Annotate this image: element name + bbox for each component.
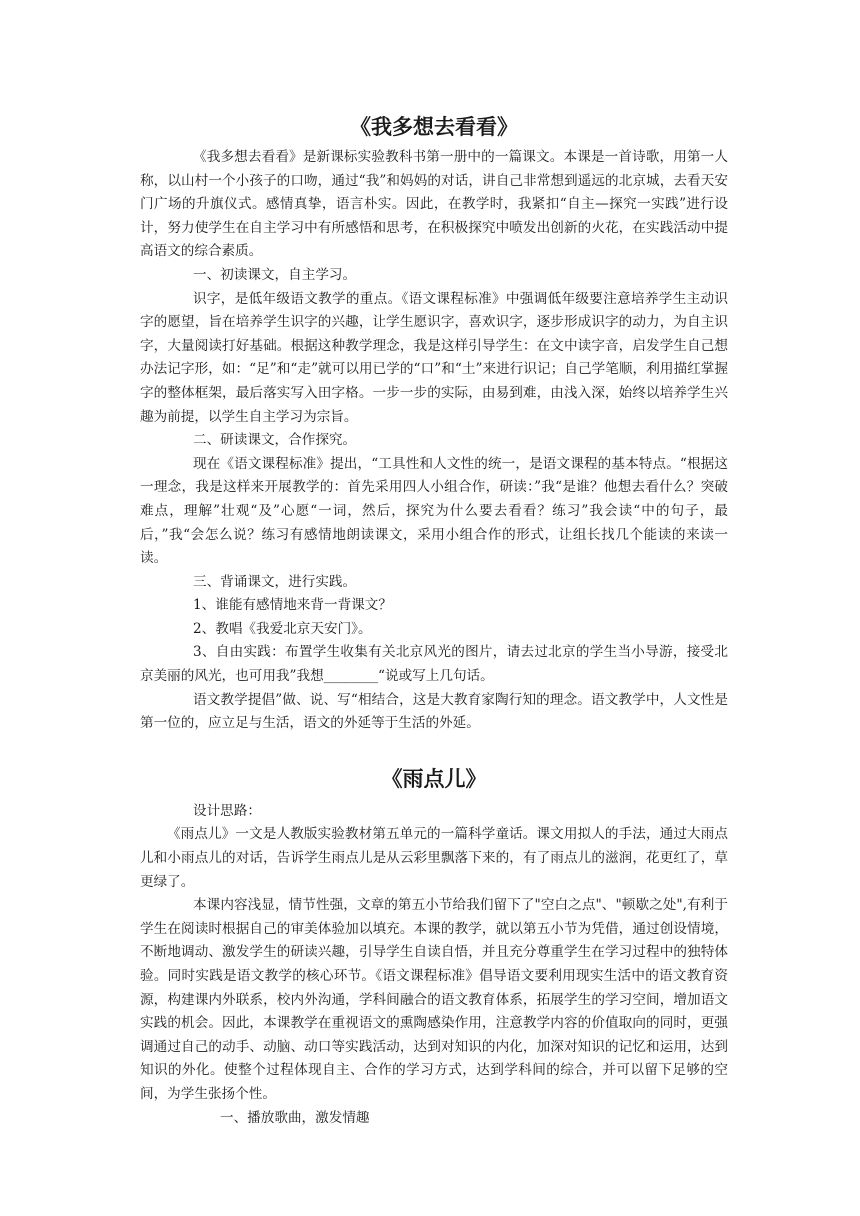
design-heading: 设计思路：: [193, 802, 261, 819]
section-title: 《我多想去看看》: [350, 114, 518, 139]
document-page: [140, 112, 728, 1130]
heading-step-1: 一、播放歌曲，激发情趣: [220, 1109, 370, 1126]
design-paragraph: 本课内容浅显，情节性强，文章的第五小节给我们留下了"空白之点"、"顿歇之处",有利于学生在阅读时根据自己的审美体验加以填充。本课的教学，就以第五小节为凭借，通过创设情境，不断地调动、激发学生的研读兴趣，引导学生自读自悟，并且充分尊重学生在学习过程中的独特体验。同时实践是语文教学的核心环节。《语文课程标准》倡导语文要利用现实生活中的语文教育资源，构建课内外联系，校内外沟通，学科间融合的语文教育体系，拓展学生的学习空间，增加语文实践的机会。因此，本课教学在重视语文的熏陶感染作用，注意教学内容的价值取向的同时，更强调通过自己的动手、动脑、动口等实践活动，达到对知识的内化，加深对知识的记忆和运用，达到知识的外化。使整个过程体现自主、合作的学习方式，达到学科间的综合，并可以留下足够的空间，为学生张扬个性。: [140, 897, 728, 1102]
section-title: 《雨点儿》: [381, 765, 487, 791]
intro-paragraph: 《我多想去看看》是新课标实验教科书第一册中的一篇课文。本课是一首诗歌，用第一人称，以山村一个小孩子的口吻，通过“我”和妈妈的对话，讲自己非常想到遥远的北京城，去看天安门广场的升旗仪式。感情真挚，语言朴实。因此，在教学时，我紧扣“自主—探究一实践”进行设计，努力使学生在自主学习中有所感悟和思考，在积极探究中喷发出创新的火花，在实践活动中提高语文的综合素质。: [140, 149, 728, 260]
list-item: 2、教唱《我爱北京天安门》。: [193, 620, 372, 637]
heading-step-1: 一、初读课文，自主学习。: [193, 266, 357, 283]
list-item: 3、自由实践：布置学生收集有关北京风光的图片，请去过北京的学生当小导游，接受北京美丽的风光，也可用我”我想________“说或写上几句话。: [140, 644, 728, 685]
heading-step-2: 二、研读课文，合作探究。: [193, 432, 357, 449]
literacy-paragraph: 识字，是低年级语文教学的重点。《语文课程标准》中强调低年级要注意培养学生主动识字的愿望，旨在培养学生识字的兴趣，让学生愿识字，喜欢识字，逐步形成识字的动力，为自主识字，大量阅读打好基础。根据这种教学理念，我是这样引导学生：在文中读字音，启发学生自己想办法记字形，如：“足”和“走”就可以用已学的“口”和“土”来进行识记；自己学笔顺，利用描红掌握字的整体框架，最后落实写入田字格。一步一步的实际，由易到难，由浅入深，始终以培养学生兴趣为前提，以学生自主学习为宗旨。: [140, 290, 728, 425]
closing-paragraph: 语文教学提倡”做、说、写“相结合，这是大教育家陶行知的理念。语文教学中，人文性是第一位的，应立足与生活，语文的外延等于生活的外延。: [140, 691, 728, 732]
summary-paragraph: 《雨点儿》一文是人教版实验教材第五单元的一篇科学童话。课文用拟人的手法，通过大雨点儿和小雨点儿的对话，告诉学生雨点儿是从云彩里飘落下来的，有了雨点儿的滋润，花更红了，草更绿了。: [140, 826, 728, 890]
heading-step-3: 三、背诵课文，进行实践。: [193, 573, 357, 590]
study-paragraph: 现在《语文课程标准》提出，“工具性和人文性的统一，是语文课程的基本特点。“根据这一理念，我是这样来开展教学的：首先采用四人小组合作，研读：”我“是谁？他想去看什么？突破难点，理解”壮观“及”心愿“一词，然后，探究为什么要去看看？练习”我会读“中的句子，最后，”我“会怎么说？练习有感情地朗读课文，采用小组合作的形式，让组长找几个能读的来读一读。: [140, 455, 728, 567]
list-item: 1、谁能有感情地来背一背课文？: [193, 597, 392, 614]
